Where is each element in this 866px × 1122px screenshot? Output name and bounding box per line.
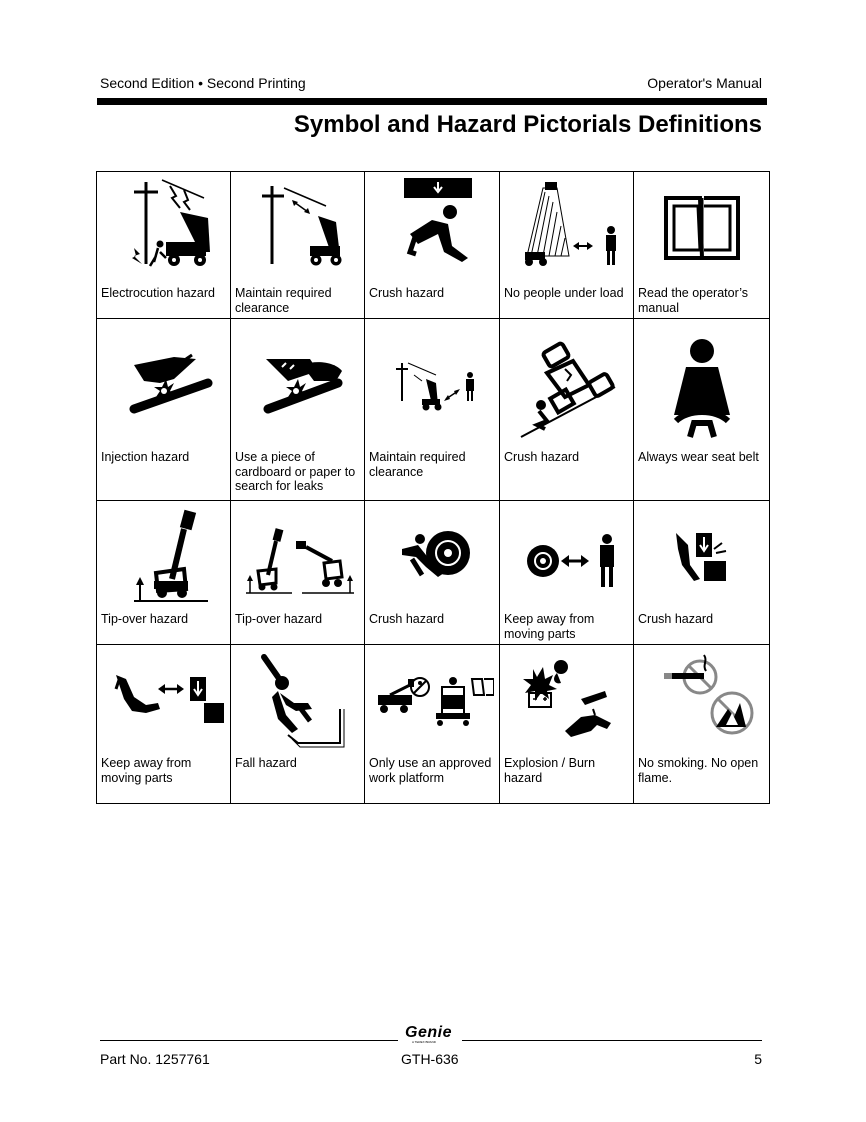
pictorial-label: Keep away from moving parts xyxy=(504,612,595,641)
pictorial-label: Crush hazard xyxy=(369,286,445,300)
table-row xyxy=(97,501,770,645)
genie-logo: Genie xyxy=(405,1024,452,1041)
page-number: 5 xyxy=(754,1051,762,1067)
cardboard-leak-search-icon xyxy=(238,325,358,449)
pictorial-cell xyxy=(365,319,500,501)
pictorial-cell xyxy=(97,172,231,319)
pictorial-cell xyxy=(97,501,231,645)
pictorial-label: Crush hazard xyxy=(638,612,714,626)
pictorial-cell xyxy=(231,319,365,501)
pictorial-cell xyxy=(231,501,365,645)
pictorial-label: Electrocution hazard xyxy=(101,286,215,300)
electrocution-icon xyxy=(104,172,224,276)
no-people-under-load-icon xyxy=(507,172,627,276)
explosion-burn-icon xyxy=(507,649,627,757)
tip-over-icon xyxy=(104,505,224,613)
page-title: Symbol and Hazard Pictorials Definitions xyxy=(293,111,762,138)
clearance-icon xyxy=(238,172,358,276)
pictorial-cell xyxy=(365,501,500,645)
genie-logo-tagline: A TEREX BRAND xyxy=(412,1040,436,1044)
pictorial-label: Injection hazard xyxy=(101,450,190,464)
tip-over-two-machines-icon xyxy=(236,505,360,613)
pictorial-cell xyxy=(634,319,770,501)
injection-icon xyxy=(104,325,224,449)
clearance-small-icon xyxy=(372,325,492,449)
pictorial-label: Explosion / Burn hazard xyxy=(504,756,596,785)
model-number: GTH-636 xyxy=(401,1051,459,1067)
crush-wheel-icon xyxy=(372,505,492,613)
pictorial-label: Read the operator’s manual xyxy=(638,286,749,315)
pictorial-cell xyxy=(500,319,634,501)
table-row xyxy=(97,645,770,804)
approved-platform-icon xyxy=(370,649,494,757)
seat-belt-icon xyxy=(642,325,762,449)
table-row xyxy=(97,319,770,501)
header-manual-name: Operator's Manual xyxy=(647,75,762,91)
table-row xyxy=(97,172,770,319)
pictorial-cell xyxy=(634,172,770,319)
fall-icon xyxy=(238,649,358,757)
keep-away-wheel-icon xyxy=(507,505,627,613)
no-smoking-no-flame-icon xyxy=(642,649,762,757)
footer-rule-right xyxy=(462,1040,762,1041)
crush-rollover-icon xyxy=(507,325,627,449)
keep-away-hand-icon xyxy=(104,649,224,757)
pictorial-cell xyxy=(634,645,770,804)
pictorial-label: Keep away from moving parts xyxy=(101,756,192,785)
crush-hand-icon xyxy=(642,505,762,613)
header-edition: Second Edition • Second Printing xyxy=(100,75,306,91)
pictorial-cell xyxy=(500,645,634,804)
footer-rule-left xyxy=(100,1040,398,1041)
pictorial-cell xyxy=(365,645,500,804)
pictorial-label: Crush hazard xyxy=(369,612,445,626)
pictorial-cell xyxy=(365,172,500,319)
pictorial-label: Fall hazard xyxy=(235,756,297,770)
crush-falling-load-icon xyxy=(372,172,492,276)
pictorial-label: Tip-over hazard xyxy=(235,612,323,626)
part-number: Part No. 1257761 xyxy=(100,1051,210,1067)
pictorial-label: Always wear seat belt xyxy=(638,450,759,464)
pictorial-cell xyxy=(97,319,231,501)
manual-book-icon xyxy=(642,172,762,276)
pictorial-label: No smoking. No open flame. xyxy=(638,756,759,785)
pictorial-label: Only use an approved work platform xyxy=(369,756,492,785)
pictorial-label: Maintain required clearance xyxy=(235,286,332,315)
pictorial-label: Use a piece of cardboard or paper to search for leaks xyxy=(235,450,356,493)
header-rule xyxy=(97,98,767,105)
pictorial-label: Maintain required clearance xyxy=(369,450,466,479)
pictorial-label: Crush hazard xyxy=(504,450,580,464)
pictorial-label: No people under load xyxy=(504,286,624,300)
pictorial-label: Tip-over hazard xyxy=(101,612,189,626)
pictorial-cell xyxy=(634,501,770,645)
pictorial-table xyxy=(96,171,770,804)
pictorial-cell xyxy=(231,172,365,319)
pictorial-cell xyxy=(97,645,231,804)
pictorial-cell xyxy=(500,501,634,645)
pictorial-cell xyxy=(231,645,365,804)
pictorial-cell xyxy=(500,172,634,319)
